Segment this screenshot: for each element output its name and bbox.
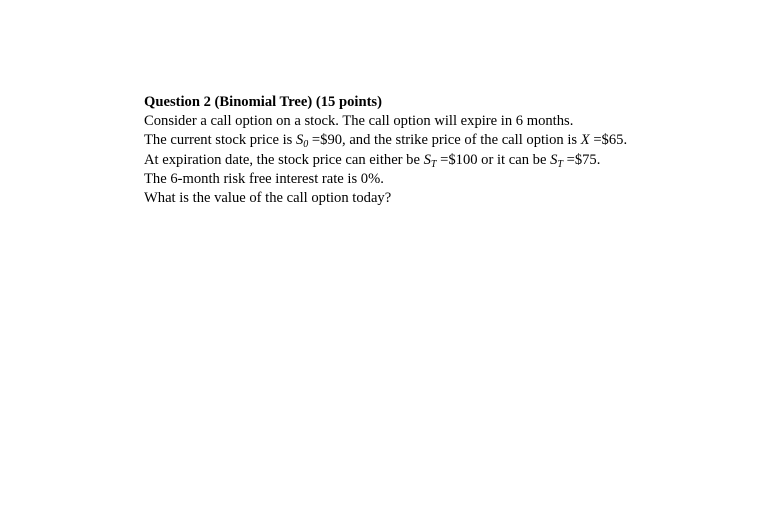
current-price-paragraph xyxy=(120,131,640,150)
st-up-variable: $S_T$ xyxy=(423,151,437,170)
question-block xyxy=(120,93,640,208)
current-price-text: The current stock price is xyxy=(144,132,296,149)
down-value: =$75. xyxy=(562,151,601,168)
up-value: =$100 or it can be xyxy=(436,151,551,168)
intro-paragraph: Consider a call option on a stock. The call option will expire in 6 months. xyxy=(144,113,574,130)
question-title: Question 2 (Binomial Tree) (15 points) xyxy=(144,94,382,110)
expiration-paragraph xyxy=(120,151,640,170)
s0-variable: $S_0$ xyxy=(295,132,309,151)
ask-paragraph: What is the value of the call option today? xyxy=(144,190,392,207)
rate-paragraph: The 6-month risk free interest rate is 0%. xyxy=(144,170,384,187)
st-down-variable: $S_T$ xyxy=(550,151,563,170)
current-price-value-text: =$90, and the strike price of the call option is xyxy=(308,132,581,149)
expiration-text: At expiration date, the stock price can either be xyxy=(144,151,424,168)
strike-variable: X xyxy=(580,132,590,149)
strike-value: =$65. xyxy=(589,132,628,149)
